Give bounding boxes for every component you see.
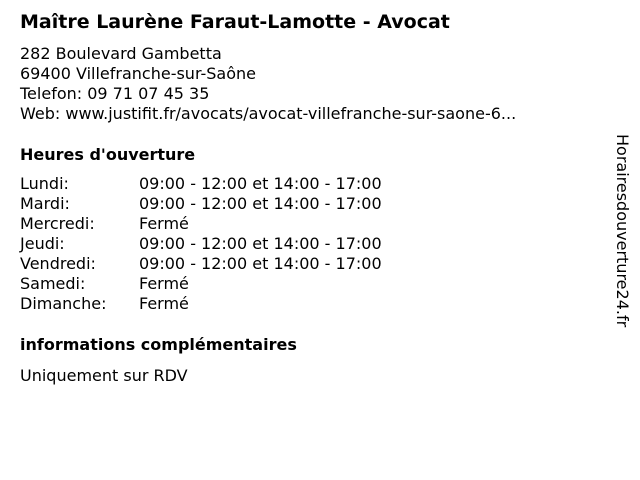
day-label: Jeudi: bbox=[20, 234, 65, 253]
hours-row-sunday bbox=[20, 294, 440, 314]
hours-row-tuesday bbox=[20, 194, 440, 214]
hours-row-saturday bbox=[20, 274, 440, 294]
day-label: Dimanche: bbox=[20, 294, 107, 313]
page-title: Maître Laurène Faraut-Lamotte - Avocat bbox=[20, 11, 450, 33]
opening-hours-table bbox=[20, 174, 440, 314]
day-hours: Fermé bbox=[139, 214, 189, 233]
phone-number: Telefon: 09 71 07 45 35 bbox=[20, 84, 210, 103]
additional-info-heading: informations complémentaires bbox=[20, 335, 297, 354]
additional-info-text: Uniquement sur RDV bbox=[20, 366, 188, 385]
address-street: 282 Boulevard Gambetta bbox=[20, 44, 222, 63]
day-label: Vendredi: bbox=[20, 254, 96, 273]
day-label: Mardi: bbox=[20, 194, 70, 213]
contact-block bbox=[20, 44, 516, 124]
day-hours: Fermé bbox=[139, 274, 189, 293]
opening-hours-heading: Heures d'ouverture bbox=[20, 145, 196, 164]
day-label: Samedi: bbox=[20, 274, 86, 293]
day-label: Mercredi: bbox=[20, 214, 95, 233]
address-city: 69400 Villefranche-sur-Saône bbox=[20, 64, 257, 83]
day-label: Lundi: bbox=[20, 174, 69, 193]
site-watermark: Horairesdouverture24.fr bbox=[613, 134, 632, 328]
day-hours: 09:00 - 12:00 et 14:00 - 17:00 bbox=[139, 174, 382, 193]
day-hours: Fermé bbox=[139, 294, 189, 313]
hours-row-monday bbox=[20, 174, 440, 194]
day-hours: 09:00 - 12:00 et 14:00 - 17:00 bbox=[139, 254, 382, 273]
hours-row-friday bbox=[20, 254, 440, 274]
hours-row-wednesday bbox=[20, 214, 440, 234]
website-link[interactable]: Web: www.justifit.fr/avocats/avocat-villefranche-sur-saone-6... bbox=[20, 104, 517, 123]
day-hours: 09:00 - 12:00 et 14:00 - 17:00 bbox=[139, 194, 382, 213]
day-hours: 09:00 - 12:00 et 14:00 - 17:00 bbox=[139, 234, 382, 253]
hours-row-thursday bbox=[20, 234, 440, 254]
